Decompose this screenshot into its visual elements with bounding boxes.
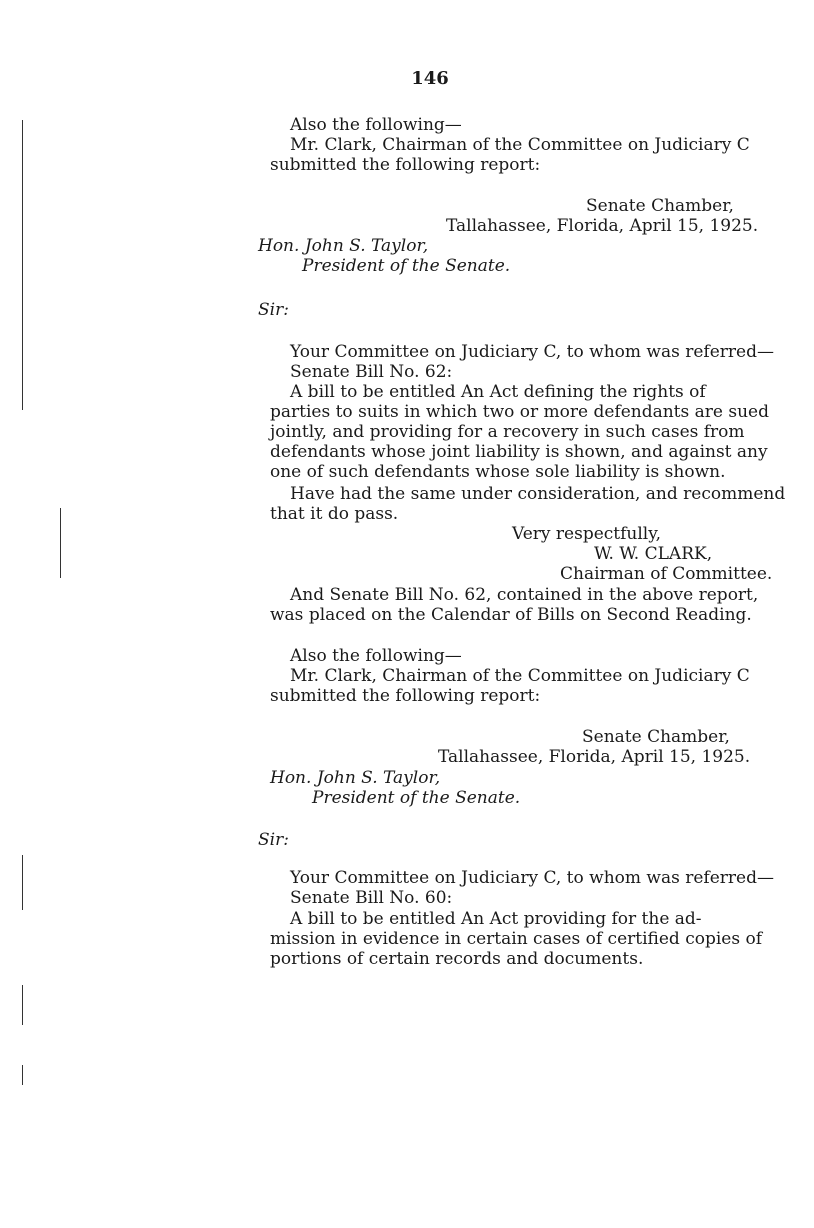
signer-title: Chairman of Committee.	[560, 564, 773, 584]
scan-edge-mark	[60, 508, 61, 578]
scan-edge-mark	[22, 120, 23, 410]
chamber: Senate Chamber,	[582, 727, 730, 747]
placement-line: was placed on the Calendar of Bills on Second Reading.	[270, 605, 752, 625]
body-referred: Your Committee on Judiciary C, to whom was referred—	[290, 868, 774, 888]
intro-line: submitted the following report:	[270, 155, 541, 175]
addressee-title: President of the Senate.	[312, 788, 521, 808]
salutation: Sir:	[258, 830, 289, 850]
bill-description	[270, 909, 796, 969]
addressee-title: President of the Senate.	[302, 256, 511, 276]
recommend-line: Have had the same under consideration, and recommend	[290, 484, 786, 504]
placement-note	[270, 585, 796, 625]
also-following: Also the following—	[290, 646, 462, 666]
signer: W. W. CLARK,	[594, 544, 713, 564]
recommend-line: that it do pass.	[270, 504, 399, 524]
intro-line: Mr. Clark, Chairman of the Committee on Judiciary C	[290, 666, 750, 686]
placement-line: And Senate Bill No. 62, contained in the above report,	[290, 585, 759, 605]
recommendation	[270, 484, 796, 524]
bill-desc-line: A bill to be entitled An Act providing for the ad-	[290, 909, 702, 929]
bill-desc-line: mission in evidence in certain cases of certified copies of	[270, 929, 763, 949]
scan-edge-mark	[22, 855, 23, 910]
chamber: Senate Chamber,	[586, 196, 734, 216]
scan-edge-mark	[22, 1065, 23, 1085]
addressee: Hon. John S. Taylor,	[270, 768, 441, 788]
intro-line: Mr. Clark, Chairman of the Committee on Judiciary C	[290, 135, 750, 155]
bill-desc-line: defendants whose joint liability is shown, and against any	[270, 442, 768, 462]
location-date: Tallahassee, Florida, April 15, 1925.	[446, 216, 759, 236]
bill-desc-line: jointly, and providing for a recovery in such cases from	[270, 422, 745, 442]
closing: Very respectfully,	[512, 524, 661, 544]
bill-desc-line: portions of certain records and documents.	[270, 949, 644, 969]
committee-intro	[270, 135, 796, 175]
bill-number: Senate Bill No. 60:	[290, 888, 453, 908]
page-number: 146	[411, 68, 449, 89]
bill-desc-line: one of such defendants whose sole liability is shown.	[270, 462, 726, 482]
intro-line: submitted the following report:	[270, 686, 541, 706]
also-following: Also the following—	[290, 115, 462, 135]
bill-desc-line: A bill to be entitled An Act defining the rights of	[290, 382, 706, 402]
scan-edge-mark	[22, 985, 23, 1025]
salutation: Sir:	[258, 300, 289, 320]
body-referred: Your Committee on Judiciary C, to whom was referred—	[290, 342, 774, 362]
committee-intro	[270, 666, 796, 706]
location-date: Tallahassee, Florida, April 15, 1925.	[438, 747, 751, 767]
bill-number: Senate Bill No. 62:	[290, 362, 453, 382]
bill-desc-line: parties to suits in which two or more defendants are sued	[270, 402, 769, 422]
addressee: Hon. John S. Taylor,	[258, 236, 429, 256]
bill-description	[270, 382, 796, 482]
